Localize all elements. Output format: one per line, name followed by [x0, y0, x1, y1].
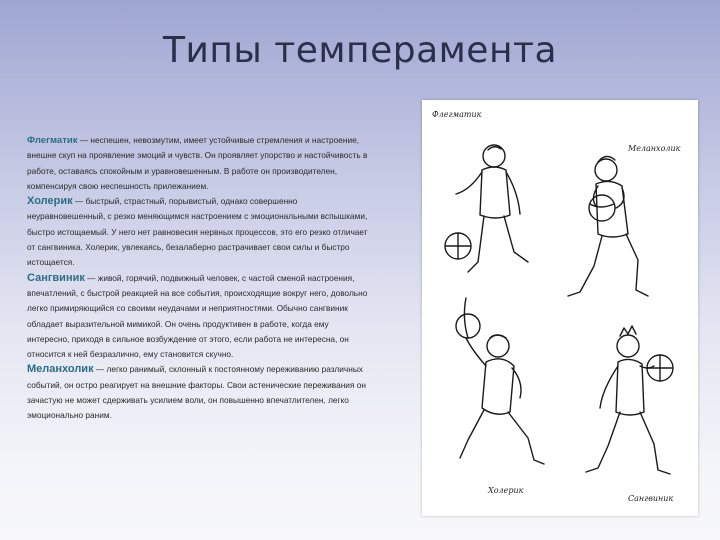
melancholic-paragraph	[27, 362, 372, 423]
melancholic-caption: Меланхолик	[628, 144, 681, 153]
phlegmatic-text: — неспешен, невозмутим, имеет устойчивые стремления и настроение, внешне скуп на проявление эмоций и чувств. Он проявляет упорство и настойчивость в работе, оставаясь спокойным и уравновешенным. В работе он производителен, компенсируя свою неспешность прилежанием.	[27, 135, 368, 191]
choleric-figure	[456, 298, 544, 464]
choleric-paragraph	[27, 194, 372, 270]
melancholic-figure	[568, 156, 648, 296]
phlegmatic-caption: Флегматик	[432, 110, 482, 119]
choleric-caption: Холерик	[488, 486, 524, 495]
slide-title: Типы темперамента	[162, 30, 558, 71]
sanguine-term: Сангвиник	[27, 271, 85, 284]
choleric-term: Холерик	[27, 195, 73, 208]
phlegmatic-paragraph	[27, 133, 372, 194]
sanguine-paragraph	[27, 271, 372, 363]
temperaments-illustration	[422, 100, 698, 516]
phlegmatic-term: Флегматик	[27, 135, 78, 146]
temperament-descriptions	[27, 133, 372, 424]
sanguine-figure	[586, 326, 673, 474]
sanguine-text: — живой, горячий, подвижный человек, с частой сменой настроения, впечатлений, с быстрой реакцией на все события, происходящие вокруг него, довольно легко примиряющийся со своими неудачами и неприятностями. Обычно сангвиник обладает выразительной мимикой. Он очень продуктивен в работе, когда ему интересно, приходя в сильное возбуждение от этого, если работа не интересна, он относится к ней безразлично, ему становится скучно.	[27, 272, 368, 360]
choleric-text: — быстрый, страстный, порывистый, однако совершенно неуравновешенный, с резко меняющимся настроением с эмоциональными вспышками, быстро истощаемый. У него нет равновесия нервных процессов, это его резко отличает от сангвиника. Холерик, увлекаясь, безалаберно растрачивает свои силы и быстро истощается.	[27, 196, 368, 268]
melancholic-term: Меланхолик	[27, 363, 94, 376]
basketball-players-drawing	[422, 100, 698, 516]
sanguine-caption: Сангвиник	[628, 494, 674, 503]
melancholic-text: — легко ранимый, склонный к постоянному переживанию различных событий, он остро реагирует на внешние факторы. Свои астенические переживания он зачастую не может сдерживать усилием воли, он повышенно впечатлителен, легко эмоционально раним.	[27, 364, 366, 421]
phlegmatic-figure	[445, 145, 528, 272]
